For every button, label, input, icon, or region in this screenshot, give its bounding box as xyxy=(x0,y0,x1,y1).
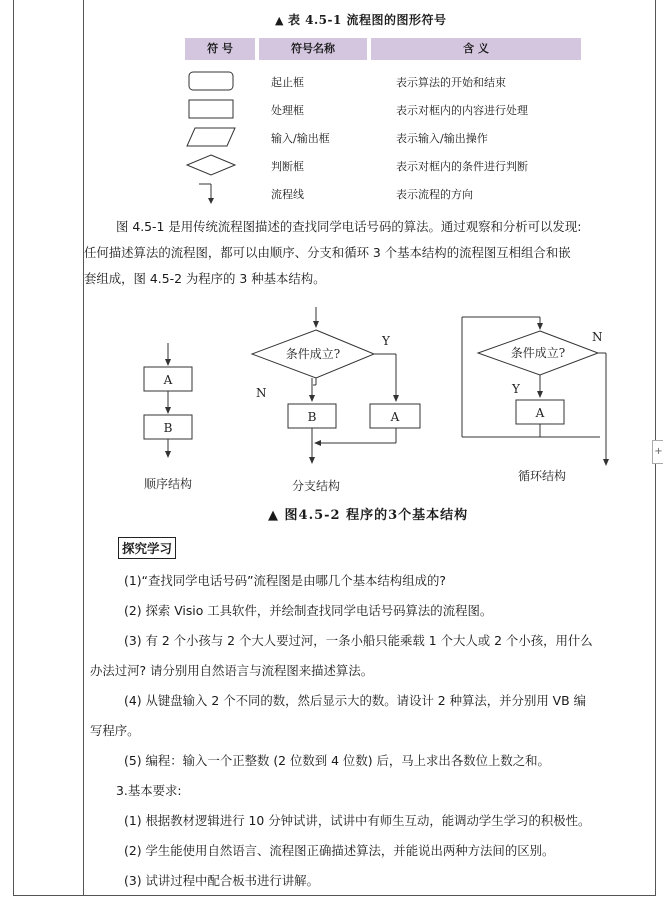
explore-study-badge: 探究学习 xyxy=(118,537,176,559)
question-4-line-1: (4) 从键盘输入 2 个不同的数，然后显示大的数。请设计 2 种算法，并分别用 VB 编 xyxy=(124,693,586,708)
table-row xyxy=(185,152,585,178)
decision-diamond-icon xyxy=(185,152,245,178)
branch-box-b-label: B xyxy=(307,410,317,424)
edge-plus-marker: + xyxy=(652,440,663,464)
io-parallelogram-icon xyxy=(185,124,245,150)
requirement-2: (2) 学生能使用自然语言、流程图正确描述算法，并能说出两种方法间的区别。 xyxy=(124,843,555,858)
header-symbol: 符 号 xyxy=(185,38,255,60)
question-1: (1)“查找同学电话号码”流程图是由哪几个基本结构组成的? xyxy=(124,573,446,588)
sequence-structure-label: 顺序结构 xyxy=(143,477,193,491)
symbol-meaning: 表示输入/输出操作 xyxy=(396,132,488,145)
loop-condition-label: 条件成立? xyxy=(510,346,566,360)
symbol-name: 处理框 xyxy=(271,104,304,117)
symbol-table xyxy=(185,38,585,201)
basic-structures-diagram xyxy=(120,305,620,501)
branch-structure-label: 分支结构 xyxy=(291,479,341,493)
header-meaning: 含 义 xyxy=(371,38,581,60)
loop-structure-label: 循环结构 xyxy=(517,469,567,483)
question-5: (5) 编程：输入一个正整数 (2 位数到 4 位数) 后，马上求出各数位上数之和。 xyxy=(124,753,550,768)
symbol-meaning: 表示对框内的内容进行处理 xyxy=(396,104,528,117)
requirement-1: (1) 根据教材逻辑进行 10 分钟试讲，试讲中有师生互动，能调动学生学习的积极性。 xyxy=(124,813,591,828)
flowline-arrow-icon xyxy=(185,180,245,206)
inner-column-divider xyxy=(83,0,84,896)
header-name: 符号名称 xyxy=(259,38,367,60)
symbol-name: 输入/输出框 xyxy=(271,132,330,145)
symbol-name: 起止框 xyxy=(271,76,304,89)
table-row xyxy=(185,124,585,150)
intro-line-1: 图 4.5-1 是用传统流程图描述的查找同学电话号码的算法。通过观察和分析可以发现: xyxy=(116,219,582,234)
loop-no-label: N xyxy=(592,330,603,344)
terminal-symbol-icon xyxy=(185,68,245,94)
seq-box-a-label: A xyxy=(163,373,173,387)
table-title xyxy=(275,11,447,28)
intro-line-2: 任何描述算法的流程图，都可以由顺序、分支和循环 3 个基本结构的流程图互相组合和嵌 xyxy=(84,245,571,260)
question-3-line-1: (3) 有 2 个小孩与 2 个大人要过河，一条小船只能乘载 1 个大人或 2 个小孩，用什么 xyxy=(124,633,593,648)
symbol-meaning: 表示对框内的条件进行判断 xyxy=(396,160,528,173)
loop-box-a-label: A xyxy=(535,406,545,420)
symbol-meaning: 表示算法的开始和结束 xyxy=(396,76,506,89)
branch-condition-label: 条件成立? xyxy=(285,347,341,361)
figure-caption xyxy=(268,504,468,523)
question-3-line-2: 办法过河? 请分别用自然语言与流程图来描述算法。 xyxy=(90,663,374,678)
seq-box-b-label: B xyxy=(163,421,173,435)
branch-no-label: N xyxy=(256,386,267,400)
intro-line-3: 套组成，图 4.5-2 为程序的 3 种基本结构。 xyxy=(84,271,326,286)
table-row xyxy=(185,180,585,206)
requirements-heading: 3.基本要求: xyxy=(116,783,182,798)
table-row xyxy=(185,68,585,94)
symbol-meaning: 表示流程的方向 xyxy=(396,188,473,201)
process-symbol-icon xyxy=(185,96,245,122)
loop-yes-label: Y xyxy=(512,382,520,396)
figure-caption-text: 图4.5-2 程序的3个基本结构 xyxy=(284,508,469,523)
requirement-3: (3) 试讲过程中配合板书进行讲解。 xyxy=(124,873,319,888)
triangle-icon: ▲ xyxy=(268,508,285,523)
intro-paragraph xyxy=(84,214,642,292)
triangle-icon: ▲ xyxy=(275,14,284,27)
symbol-name: 判断框 xyxy=(271,160,304,173)
question-2: (2) 探索 Visio 工具软件，并绘制查找同学电话号码算法的流程图。 xyxy=(124,603,493,618)
table-row xyxy=(185,96,585,122)
table-title-text: 表 4.5-1 流程图的图形符号 xyxy=(287,13,447,27)
branch-yes-label: Y xyxy=(382,334,390,348)
branch-box-a-label: A xyxy=(390,410,400,424)
symbol-name: 流程线 xyxy=(271,188,304,201)
symbol-table-header xyxy=(185,38,585,60)
question-4-line-2: 写程序。 xyxy=(90,723,140,738)
